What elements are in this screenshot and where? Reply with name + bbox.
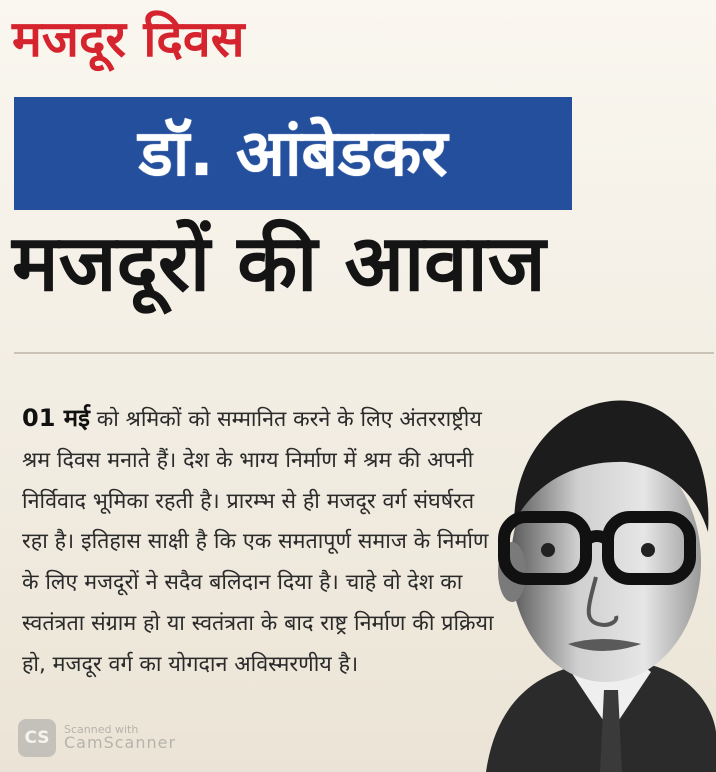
watermark-text (64, 724, 176, 752)
section-kicker: मजदूर दिवस (12, 10, 245, 68)
article-lead: 01 मई (22, 404, 90, 432)
name-banner (14, 97, 572, 210)
scanner-watermark (18, 716, 228, 760)
watermark-line1: Scanned with (64, 722, 139, 736)
article-text: को श्रमिकों को सम्मानित करने के लिए अंतरराष्ट्रीय श्रम दिवस मनाते हैं। देश के भाग्य निर्माण में श्रम की अपनी निर्विवाद भूमिका रहती है। प्रारम्भ से ही मजदूर वर्ग संघर्षरत रहा है। इतिहास साक्षी है कि एक समतापूर्ण समाज के निर्माण के लिए मजदूरों ने सदैव बलिदान दिया है। चाहे वो देश का स्वतंत्रता संग्राम हो या स्वतंत्रता के बाद राष्ट्र निर्माण की प्रक्रिया हो, मजदूर वर्ग का योगदान अविस्मरणीय है। (22, 407, 494, 677)
article-body (22, 398, 500, 686)
headline: मजदूरों की आवाज (12, 219, 546, 309)
divider (14, 352, 714, 354)
portrait-illustration (476, 372, 716, 772)
watermark-line2: CamScanner (64, 733, 177, 753)
name-banner-text: डॉ. आंबेडकर (138, 116, 448, 191)
camscanner-logo-icon: CS (18, 719, 56, 757)
